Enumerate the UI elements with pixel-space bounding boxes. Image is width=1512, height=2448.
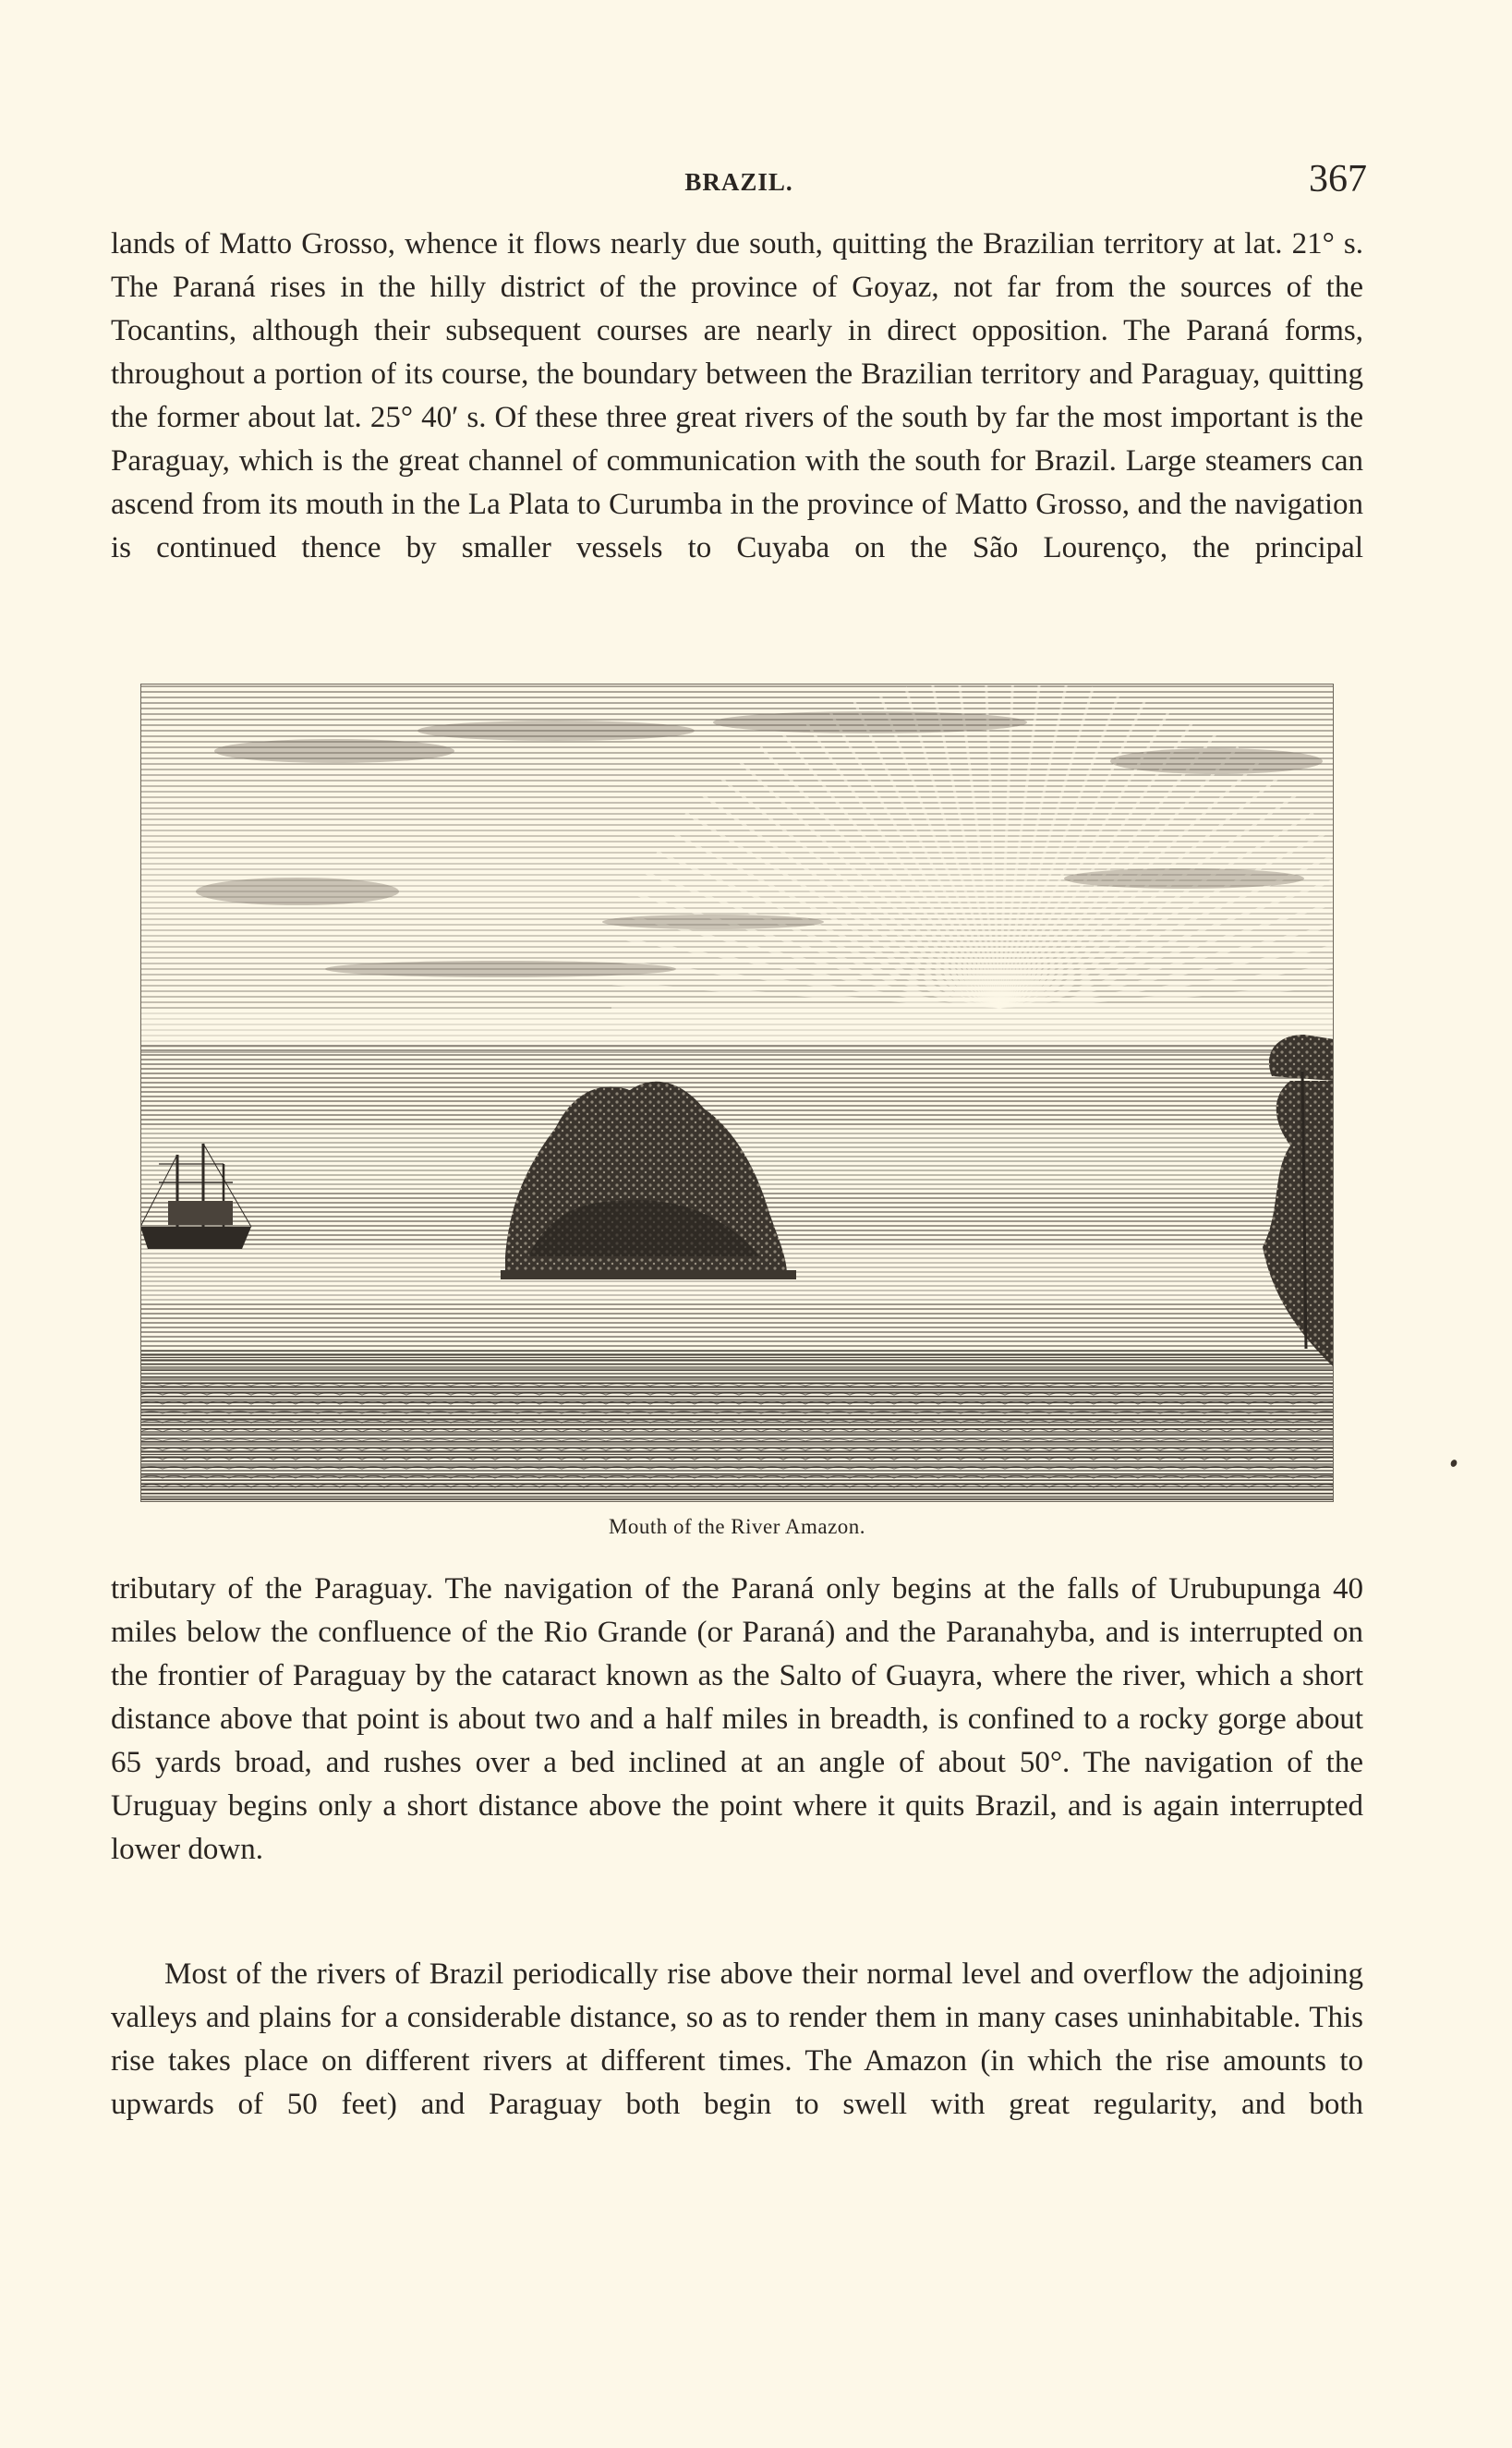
running-head	[111, 155, 1367, 201]
figure-caption: Mouth of the River Amazon.	[608, 1515, 866, 1538]
paragraph-3: Most of the rivers of Brazil periodically rise above their normal level and overflow the adjoining valleys and plains for a considerable distance, so as to render them in many cases uninhabitable. This rise takes place on different rivers at different times. The Amazon (in which the rise amounts to upwards of 50 feet) and Paraguay both begin to swell with great regularity, and both	[111, 1957, 1363, 2121]
engraving-mouth-of-amazon	[140, 684, 1334, 1502]
paragraph-1: lands of Matto Grosso, whence it flows nearly due south, quitting the Brazilian territory at lat. 21° s. The Paraná rises in the hilly district of the province of Goyaz, not far from the sources of the Tocantins, although their subsequent courses are nearly in direct opposition. The Paraná forms, throughout a portion of its course, the boundary between the Brazilian territory and Paraguay, quitting the former about lat. 25° 40′ s. Of these three great rivers of the south by far the most important is the Paraguay, which is the great channel of communication with the south for Brazil. Large steamers can ascend from its mouth in the La Plata to Curumba in the province of Matto Grosso, and the navigation is continued thence by smaller vessels to Cuyaba on the São Lourenço, the principal	[111, 227, 1363, 564]
running-title: BRAZIL.	[684, 168, 793, 196]
page-number: 367	[1309, 158, 1367, 200]
engraving-illustration	[140, 684, 1334, 1502]
ink-mark	[1449, 1459, 1458, 1468]
paragraph-2: tributary of the Paraguay. The navigation of the Paraná only begins at the falls of Urubupunga 40 miles below the confluence of the Rio Grande (or Paraná) and the Paranahyba, and is interrupted on the frontier of Paraguay by the cataract known as the Salto of Guayra, where the river, which a short distance above that point is about two and a half miles in breadth, is confined to a rocky gorge about 65 yards broad, and rushes over a bed inclined at an angle of about 50°. The navigation of the Uruguay begins only a short distance above the point where it quits Brazil, and is again interrupted lower down.	[111, 1572, 1363, 1866]
